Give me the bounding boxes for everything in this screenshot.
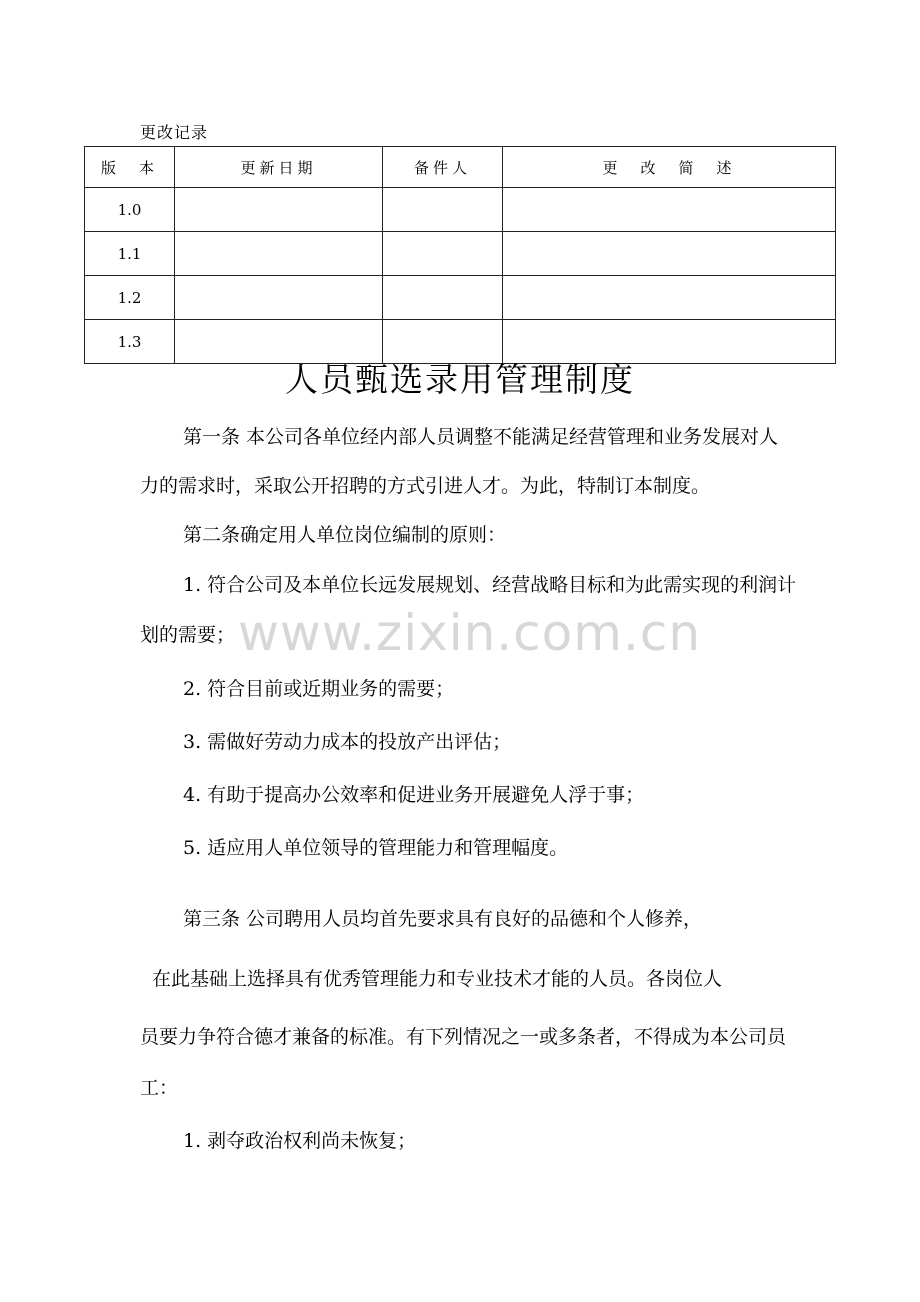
paragraph-line: 1. 符合公司及本单位长远发展规划、经营战略目标和为此需实现的利润计 <box>183 574 797 596</box>
watermark: www.zixin.com.cn <box>238 604 702 662</box>
paragraph-line: 3. 需做好劳动力成本的投放产出评估； <box>183 731 512 753</box>
paragraph-line: 第二条确定用人单位岗位编制的原则： <box>183 524 507 546</box>
paragraph-line: 在此基础上选择具有优秀管理能力和专业技术才能的人员。各岗位人 <box>152 968 723 990</box>
header-version: 版 本 <box>85 147 175 188</box>
version-cell: 1.3 <box>85 320 175 364</box>
summary-cell <box>503 276 836 320</box>
change-record-label: 更改记录 <box>140 123 209 142</box>
paragraph-line: 5. 适应用人单位领导的管理能力和管理幅度。 <box>183 837 569 859</box>
date-cell <box>175 276 383 320</box>
version-cell: 1.1 <box>85 232 175 276</box>
author-cell <box>383 188 503 232</box>
header-summary: 更 改 简 述 <box>503 147 836 188</box>
document-title: 人员甄选录用管理制度 <box>285 360 635 399</box>
paragraph-line: 第一条 本公司各单位经内部人员调整不能满足经营管理和业务发展对人 <box>183 426 779 448</box>
paragraph-line: 力的需求时，采取公开招聘的方式引进人才。为此，特制订本制度。 <box>140 475 711 497</box>
paragraph-line: 1. 剥夺政治权利尚未恢复； <box>183 1130 417 1152</box>
header-author: 备件人 <box>383 147 503 188</box>
author-cell <box>383 232 503 276</box>
change-record-table <box>84 146 836 364</box>
table-row <box>85 276 836 320</box>
paragraph-line: 2. 符合目前或近期业务的需要； <box>183 678 455 700</box>
paragraph-line: 员要力争符合德才兼备的标准。有下列情况之一或多条者，不得成为本公司员 <box>140 1026 787 1048</box>
paragraph-line: 工： <box>140 1077 179 1099</box>
paragraph-line: 4. 有助于提高办公效率和促进业务开展避免人浮于事； <box>183 784 645 806</box>
paragraph-line: 划的需要； <box>140 624 236 646</box>
version-cell: 1.0 <box>85 188 175 232</box>
table-header-row <box>85 147 836 188</box>
paragraph-line: 第三条 公司聘用人员均首先要求具有良好的品德和个人修养， <box>183 908 703 930</box>
summary-cell <box>503 188 836 232</box>
header-update-date: 更新日期 <box>175 147 383 188</box>
table-row <box>85 188 836 232</box>
author-cell <box>383 276 503 320</box>
version-cell: 1.2 <box>85 276 175 320</box>
date-cell <box>175 188 383 232</box>
table-row <box>85 232 836 276</box>
summary-cell <box>503 232 836 276</box>
date-cell <box>175 232 383 276</box>
